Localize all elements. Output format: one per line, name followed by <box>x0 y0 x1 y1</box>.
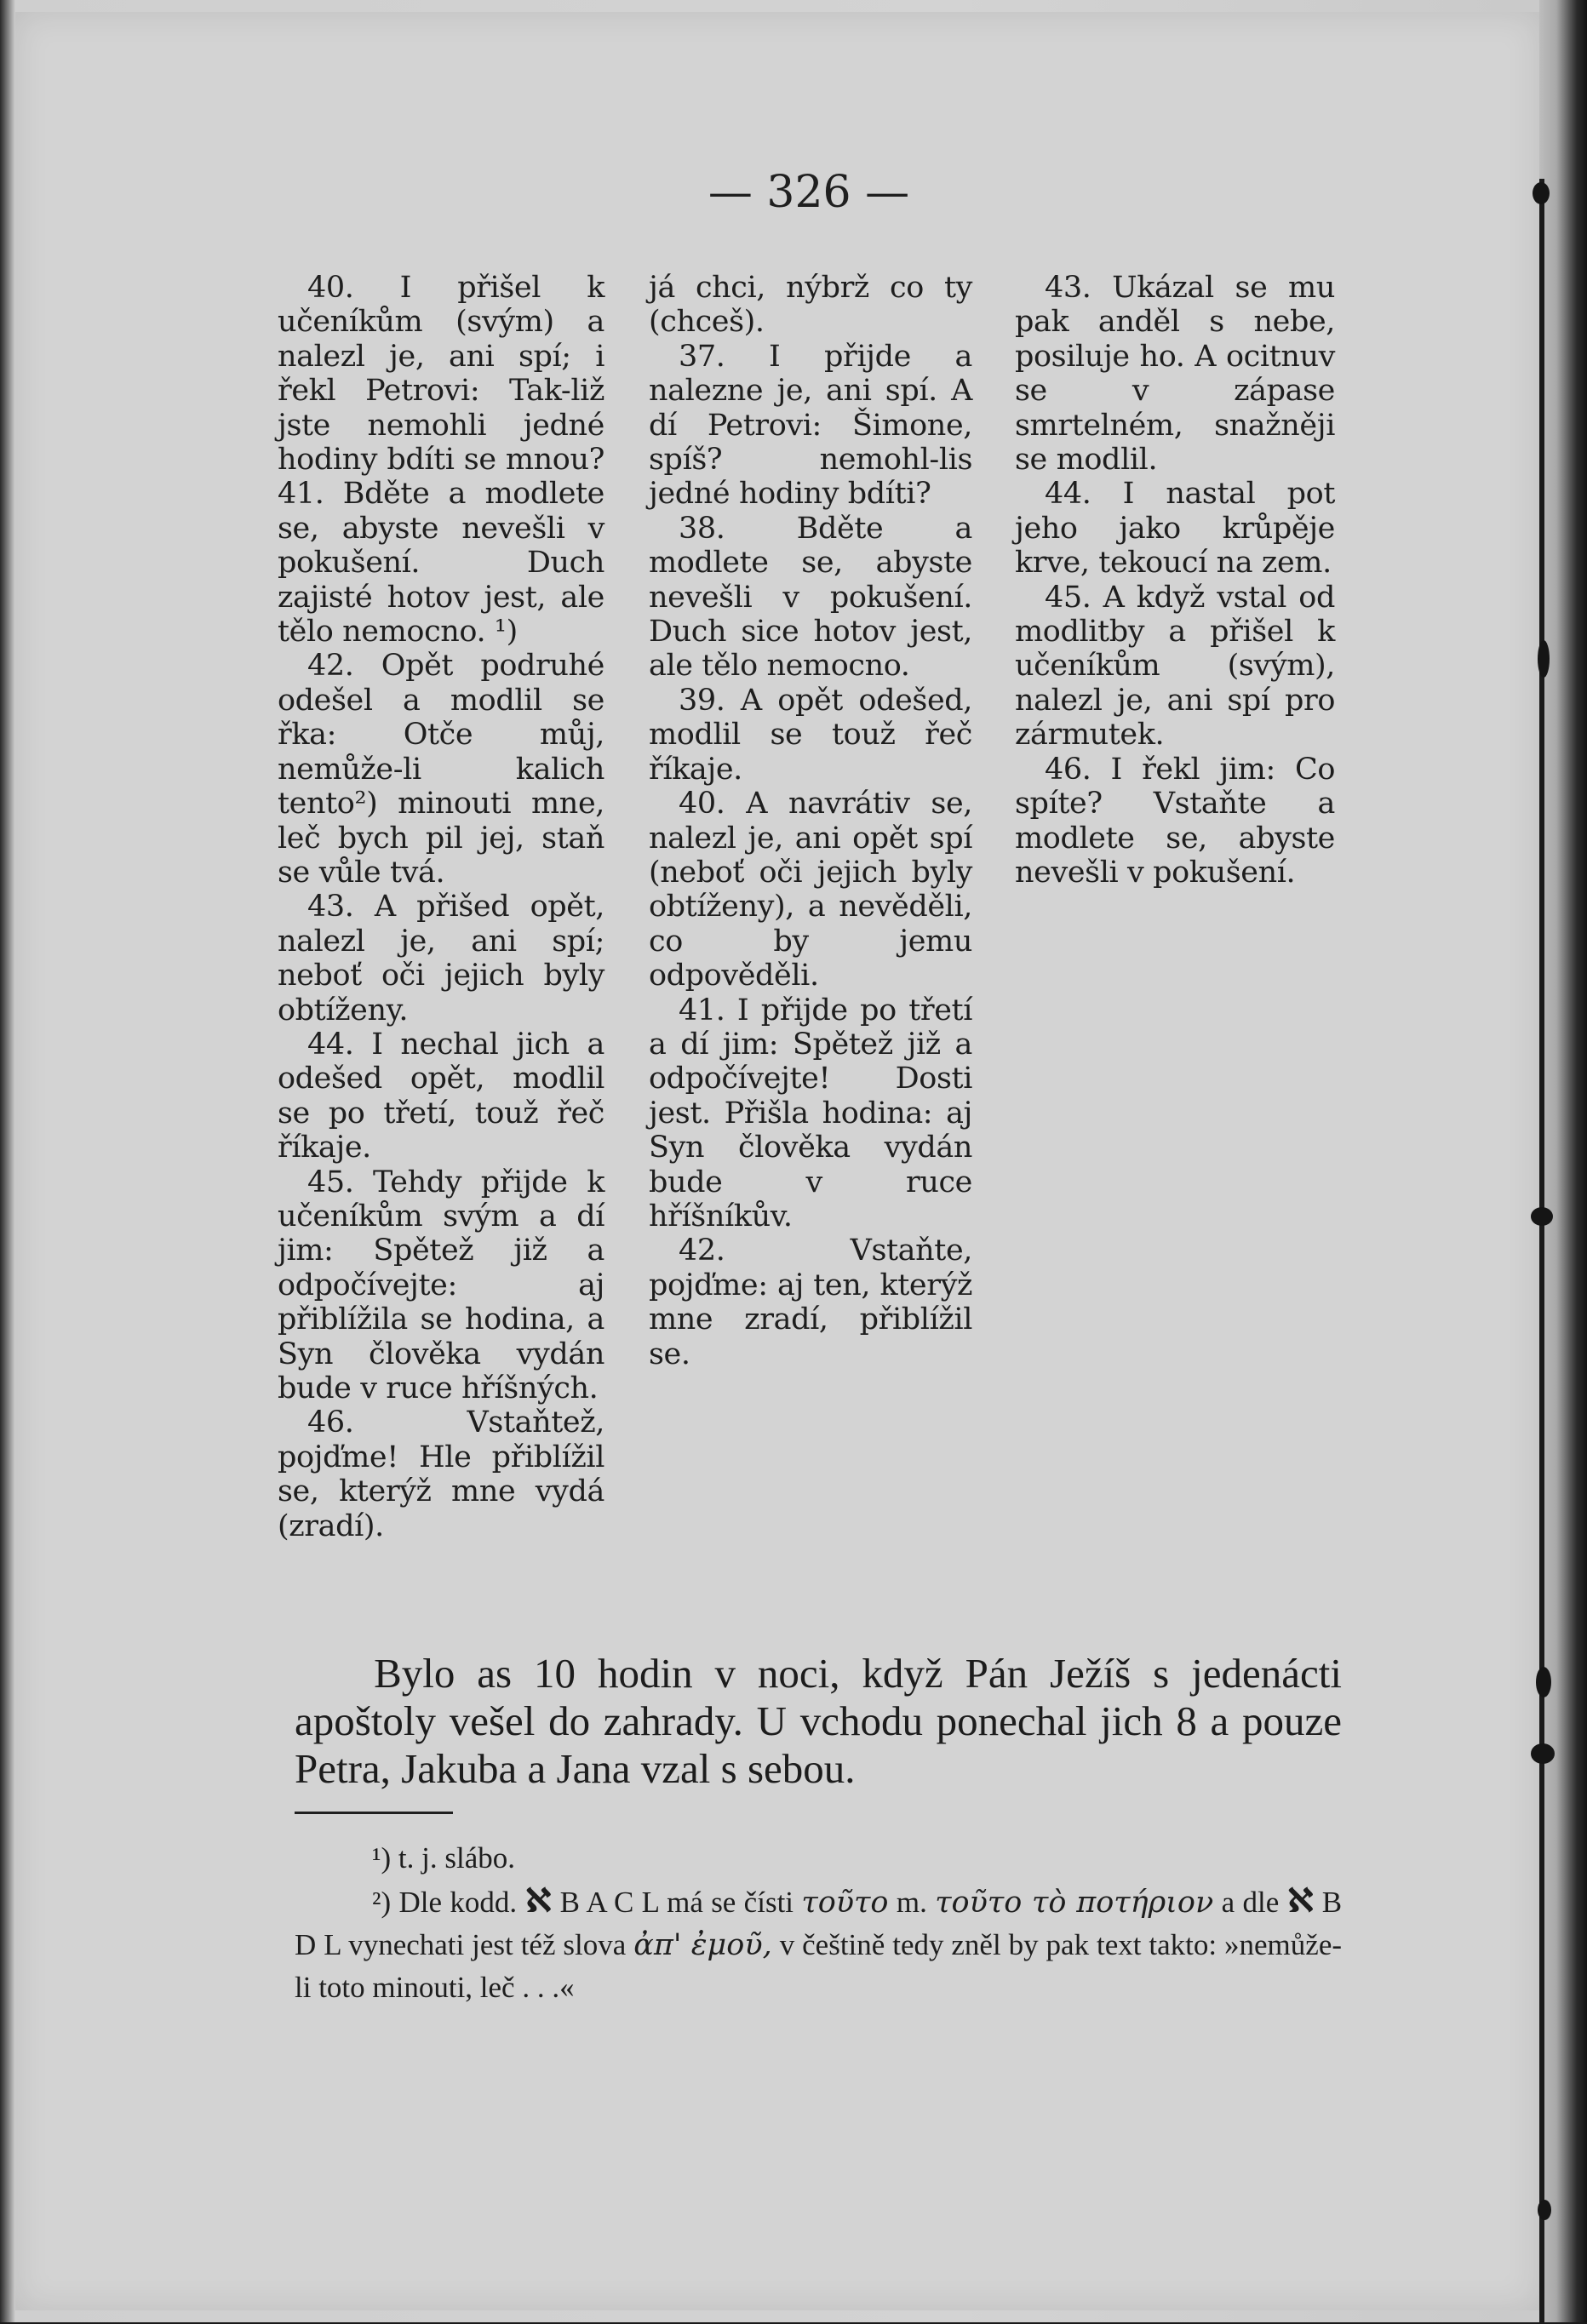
footnote-2 <box>295 1880 1342 2009</box>
footnote-2-text: v češtině tedy zněl by pak text takto: »nemůže-li toto minouti, leč . . .« <box>295 1928 1343 2004</box>
footnote-2-text: ²) Dle kodd. <box>372 1886 518 1919</box>
verse-paragraph: 37. I přijde a nalezne je, ani spí. A dí Petrovi: Šimone, spíš? nemohl-lis jedné hodiny bdíti? <box>649 339 972 512</box>
verse-paragraph: 43. A přišed opět, nalezl je, ani spí; neboť oči jejich byly obtíženy. <box>278 890 604 1027</box>
footnote-1: ¹) t. j. slábo. <box>372 1841 515 1875</box>
verse-paragraph: 42. Opět podruhé odešel a modlil se řka: Otče můj, nemůže-li kalich tento²) minouti mne, leč bych pil jej, staň se vůle tvá. <box>278 649 604 890</box>
verse-paragraph: 45. A když vstal od modlitby a přišel k učeníkům (svým), nalezl je, ani spí pro zármutek. <box>1015 580 1335 753</box>
footnotes <box>295 1837 1342 2009</box>
verse-paragraph: 40. I přišel k učeníkům (svým) a nalezl je, ani spí; i řekl Petrovi: Tak-liž jste nemohli jedné hodiny bdíti se mnou? 41. Bděte a modlete se, abyste nevešli v pokušení. Duch zajisté hotov jest, ale tělo nemocno. ¹) <box>278 271 604 650</box>
summary-paragraph: Bylo as 10 hodin v noci, když Pán Ježíš s jedenácti apoštoly vešel do zahrady. U vchodu ponechal jich 8 a pouze Petra, Jakuba a Jana vzal s sebou. <box>295 1650 1342 1792</box>
verse-paragraph: 45. Tehdy přijde k učeníkům svým a dí jim: Spětež již a odpočívejte: aj přiblížila se hodina, a Syn člověka vydán bude v ruce hříšných. <box>278 1165 604 1405</box>
verse-paragraph: 44. I nechal jich a odešed opět, modlil se po třetí, touž řeč říkaje. <box>278 1027 604 1165</box>
greek-text: τοῦτο τὸ ποτήριον <box>935 1886 1214 1920</box>
edge-mark <box>1531 1743 1555 1764</box>
footnote-2-text: a dle <box>1221 1886 1280 1919</box>
aleph-symbol: ℵ <box>1286 1881 1315 1920</box>
gospel-column-mark <box>649 271 972 1371</box>
edge-mark <box>1536 1667 1551 1697</box>
verse-paragraph: 46. I řekl jim: Co spíte? Vstaňte a modlete se, abyste nevešli v pokušení. <box>1015 752 1335 890</box>
verse-paragraph: 44. I nastal pot jeho jako krůpěje krve, tekoucí na zem. <box>1015 477 1335 581</box>
aleph-symbol: ℵ <box>524 1881 553 1920</box>
verse-paragraph: 42. Vstaňte, pojďme: aj ten, kterýž mne zradí, přiblížil se. <box>649 1234 972 1371</box>
verse-paragraph: 40. A navrátiv se, nalezl je, ani opět spí (neboť oči jejich byly obtíženy), a nevěděli, co by jemu odpověděli. <box>649 787 972 993</box>
footnote-divider <box>295 1812 453 1814</box>
footnote-2-text: B D L vynechati jest též slova <box>295 1886 1343 1961</box>
gospel-column-luke <box>1015 271 1335 890</box>
verse-paragraph: 41. I přijde po třetí a dí jim: Spětež již a odpočívejte! Dosti jest. Přišla hodina: aj Syn člověka vydán bude v ruce hříšníkův. <box>649 993 972 1234</box>
page-number: — 326 — <box>708 167 910 218</box>
greek-text: τοῦτο <box>801 1886 889 1920</box>
binding-edge-line <box>1539 179 1544 2324</box>
verse-paragraph: 46. Vstaňtež, pojďme! Hle přiblížil se, kterýž mne vydá (zradí). <box>278 1405 604 1543</box>
verse-paragraph: 38. Bděte a modlete se, abyste nevešli v pokušení. Duch sice hotov jest, ale tělo nemocno. <box>649 511 972 684</box>
footnote-2-text: B A C L má se čísti <box>559 1886 794 1919</box>
edge-mark <box>1531 1207 1553 1226</box>
verse-paragraph: 39. A opět odešed, modlil se touž řeč říkaje. <box>649 683 972 787</box>
edge-mark <box>1538 2200 1551 2220</box>
verse-paragraph: já chci, nýbrž co ty (chceš). <box>649 271 972 340</box>
greek-text: ἀπ' ἐμοῦ, <box>633 1928 772 1962</box>
footnote-2-text: m. <box>896 1886 927 1919</box>
verse-paragraph: 43. Ukázal se mu pak anděl s nebe, posiluje ho. A ocitnuv se v zápase smrtelném, snažněji se modlil. <box>1015 271 1335 478</box>
gospel-column-matthew <box>278 271 604 1543</box>
edge-mark <box>1533 182 1550 204</box>
edge-mark <box>1538 640 1550 678</box>
page-edge-shadow <box>1539 0 1587 2322</box>
